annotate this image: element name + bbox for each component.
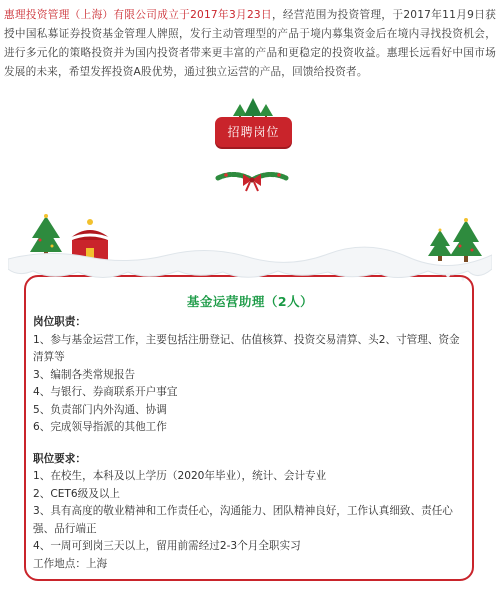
bow-icon — [243, 174, 261, 191]
work-location: 工作地点：上海 — [33, 557, 108, 570]
recruitment-positions-button[interactable]: 招聘岗位 — [215, 117, 292, 147]
list-item: 1、参与基金运营工作，主要包括注册登记、估值核算、投资交易清算、头2、寸管理、资金清算等 — [33, 333, 460, 363]
list-item: 4、与银行、券商联系开户事宜 — [33, 386, 178, 398]
duties-heading: 岗位职责： — [33, 316, 86, 328]
company-intro-highlight: 惠理投资管理（上海）有限公司成立于2017年3月23日 — [4, 9, 272, 21]
job-details — [33, 314, 465, 573]
company-intro — [4, 6, 496, 82]
list-item: 5、负责部门内外沟通、协调 — [33, 403, 167, 416]
list-item: 3、编制各类常规报告 — [33, 368, 136, 381]
job-title: 基金运营助理（2人） — [186, 294, 314, 309]
list-item: 6、完成领导指派的其他工作 — [33, 421, 167, 433]
company-intro-body: ，经营范围为投资管理，于2017年11月9日获授中国私募证券投资基金管理人牌照，发行主动管理型的产品于境内募集资金后在境内寻找投资机会，进行多元化的策略投资并为国内投资者带来更丰富的产品和更稳定的投资收益。惠理长远看好中国市场发展的未来，希望发挥投资A股优势，通过独立运营的产品，回馈给投资者。 — [4, 9, 496, 78]
list-item: 4、一周可到岗三天以上，留用前需经过2-3个月全职实习 — [33, 540, 301, 552]
list-item: 3、具有高度的敬业精神和工作责任心，沟通能力、团队精神良好，工作认真细致、责任心强、品行端正 — [33, 505, 453, 535]
list-item: 1、在校生，本科及以上学历（2020年毕业），统计、会计专业 — [33, 470, 327, 482]
list-item: 2、CET6级及以上 — [33, 487, 121, 500]
requirements-heading: 职位要求： — [33, 452, 86, 465]
snow-icon — [8, 245, 492, 287]
